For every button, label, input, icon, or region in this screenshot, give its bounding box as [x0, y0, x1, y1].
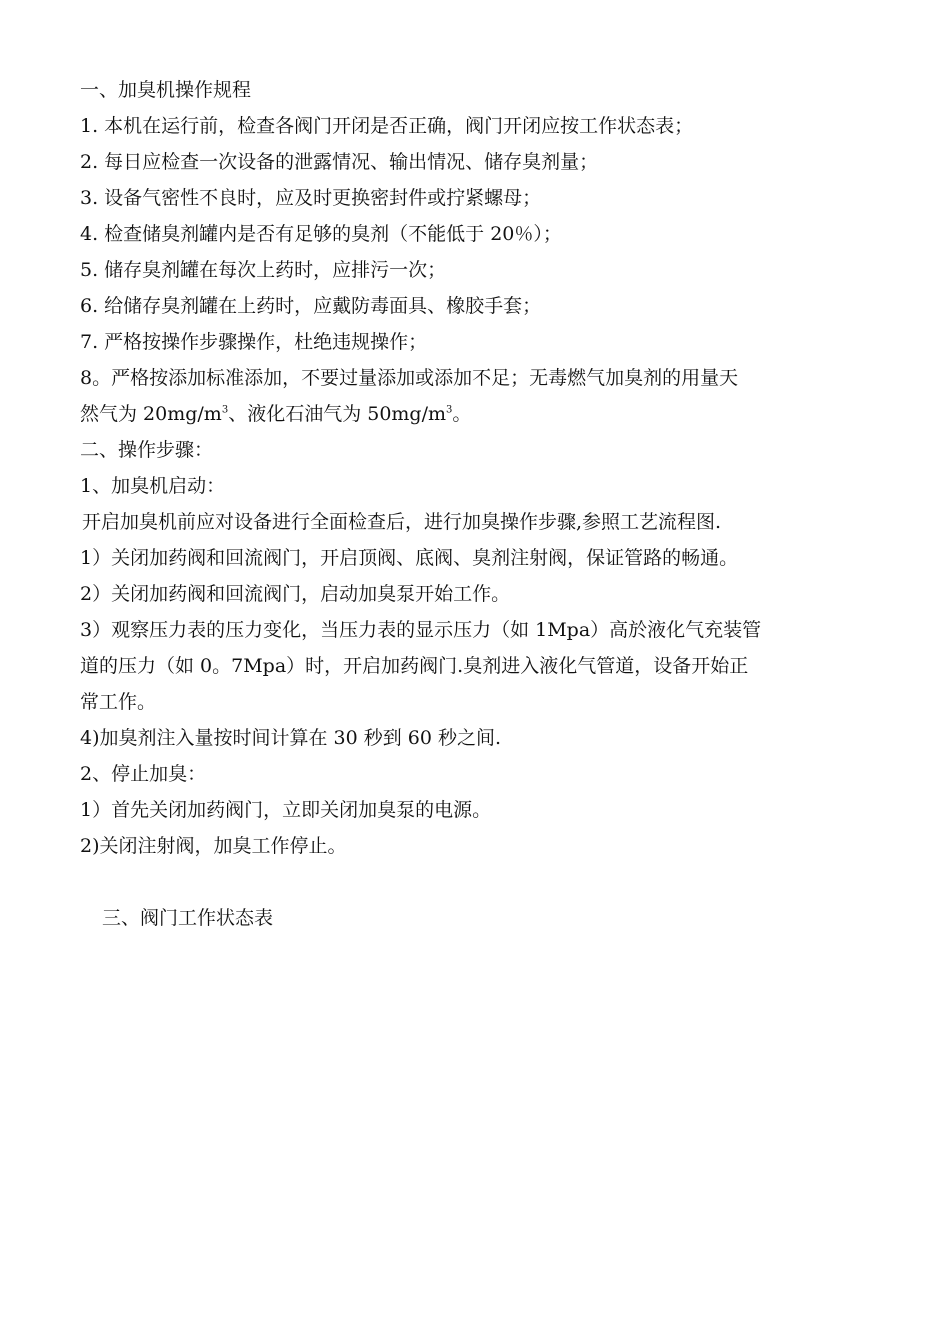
start-step-2: 2）关闭加药阀和回流阀门，启动加臭泵开始工作。 — [80, 583, 511, 605]
section2-heading: 二、操作步骤： — [80, 439, 214, 461]
rule-item-3: 3. 设备气密性不良时，应及时更换密封件或拧紧螺母； — [80, 187, 542, 209]
cubic-superscript: 3 — [221, 404, 229, 416]
section1-heading: 一、加臭机操作规程 — [80, 79, 252, 101]
rule-item-6: 6. 给储存臭剂罐在上药时，应戴防毒面具、橡胶手套； — [80, 295, 542, 317]
start-intro: 开启加臭机前应对设备进行全面检查后，进行加臭操作步骤,参照工艺流程图. — [82, 511, 722, 533]
start-step-3-line-2: 道的压力（如 0。7Mpa）时，开启加药阀门.臭剂进入液化气管道，设备开始正 — [80, 655, 749, 677]
start-heading: 1、加臭机启动： — [80, 475, 226, 497]
dosage-natural-gas: 然气为 20mg/m — [80, 403, 222, 425]
rule-item-1: 1. 本机在运行前，检查各阀门开闭是否正确，阀门开闭应按工作状态表； — [80, 115, 694, 137]
rule-item-4: 4. 检查储臭剂罐内是否有足够的臭剂（不能低于 20％）； — [80, 223, 562, 245]
stop-step-1: 1）首先关闭加药阀门，立即关闭加臭泵的电源。 — [80, 799, 492, 821]
document-page — [80, 72, 870, 936]
stop-step-2: 2)关闭注射阀，加臭工作停止。 — [80, 835, 347, 857]
rule-item-2: 2. 每日应检查一次设备的泄露情况、输出情况、储存臭剂量； — [80, 151, 599, 173]
rule-item-5: 5. 储存臭剂罐在每次上药时，应排污一次； — [80, 259, 447, 281]
section3-heading: 三、阀门工作状态表 — [102, 907, 274, 929]
dosage-lpg: 、液化石油气为 50mg/m — [228, 403, 447, 425]
rule-item-8-line-1: 8。严格按添加标准添加，不要过量添加或添加不足；无毒燃气加臭剂的用量天 — [80, 367, 739, 389]
cubic-superscript: 3 — [446, 404, 453, 416]
rule-item-7: 7. 严格按操作步骤操作，杜绝违规操作； — [80, 331, 428, 353]
rule-item-8-line-2 — [80, 396, 870, 432]
start-step-3-line-1: 3）观察压力表的压力变化，当压力表的显示压力（如 1Mpa）高於液化气充装管 — [80, 619, 762, 641]
stop-heading: 2、停止加臭： — [80, 763, 207, 785]
start-step-1: 1）关闭加药阀和回流阀门，开启顶阀、底阀、臭剂注射阀，保证管路的畅通。 — [80, 547, 739, 569]
start-step-4: 4)加臭剂注入量按时间计算在 30 秒到 60 秒之间. — [80, 727, 502, 749]
start-step-3-line-3: 常工作。 — [80, 691, 157, 713]
sentence-end: 。 — [452, 403, 472, 425]
